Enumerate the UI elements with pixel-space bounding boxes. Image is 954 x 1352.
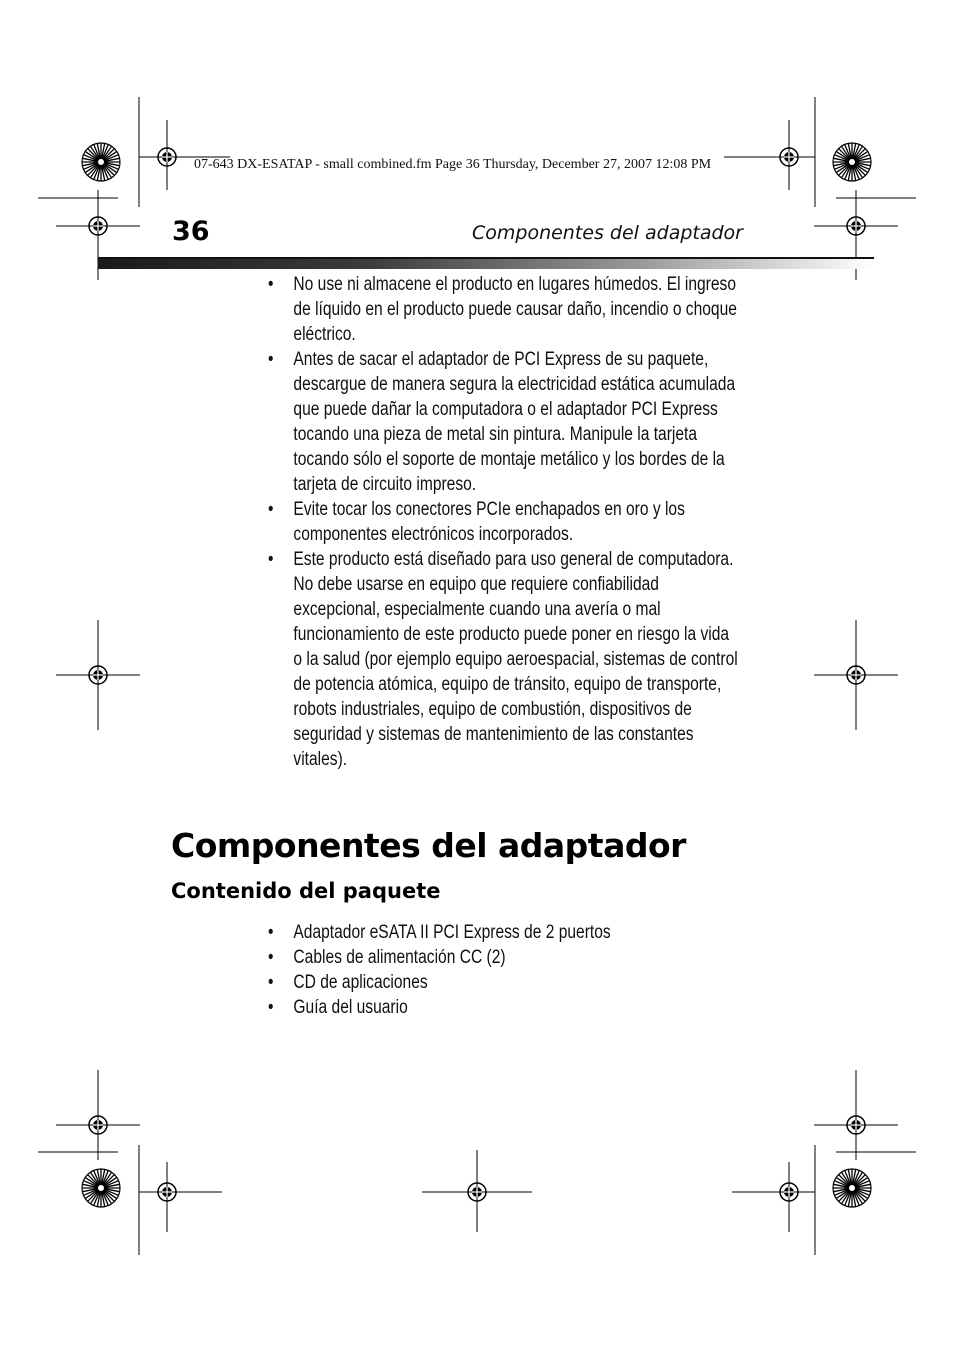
section-title: Componentes del adaptador xyxy=(171,826,686,865)
running-title: Componentes del adaptador xyxy=(471,222,743,244)
list-item: • No use ni almacene el producto en lugares húmedos. El ingreso de líquido en el producto puede causar daño, incendio o choque eléctrico. xyxy=(268,272,740,347)
printer-slug: 07-643 DX-ESATAP - small combined.fm Page 36 Thursday, December 27, 2007 12:08 PM xyxy=(194,157,712,172)
header-rule-line xyxy=(98,257,874,259)
list-item: • Cables de alimentación CC (2) xyxy=(268,945,740,970)
list-item: • Adaptador eSATA II PCI Express de 2 puertos xyxy=(268,920,740,945)
package-contents-list xyxy=(268,920,740,1020)
list-item: • Guía del usuario xyxy=(268,995,740,1020)
warning-list xyxy=(268,272,740,772)
section-subtitle: Contenido del paquete xyxy=(171,879,441,903)
list-item: • CD de aplicaciones xyxy=(268,970,740,995)
list-item: • Evite tocar los conectores PCIe enchapados en oro y los componentes electrónicos incorporados. xyxy=(268,497,740,547)
list-item: • Antes de sacar el adaptador de PCI Express de su paquete, descargue de manera segura la electricidad estática acumulada que puede dañar la computadora o el adaptador PCI Express tocando una pieza de metal sin pintura. Manipule la tarjeta tocando sólo el soporte de montaje metálico y los bordes de la tarjeta de circuito impreso. xyxy=(268,347,740,497)
list-item: • Este producto está diseñado para uso general de computadora. No debe usarse en equipo que requiere confiabilidad excepcional, especialmente cuando una avería o mal funcionamiento de este producto puede poner en riesgo la vida o la salud (por ejemplo equipo aeroespacial, sistemas de control de potencia atómica, equipo de tránsito, equipo de transporte, robots industriales, equipo de combustión, dispositivos de seguridad y sistemas de mantenimiento de las constantes vitales). xyxy=(268,547,740,772)
page-number: 36 xyxy=(172,216,210,247)
